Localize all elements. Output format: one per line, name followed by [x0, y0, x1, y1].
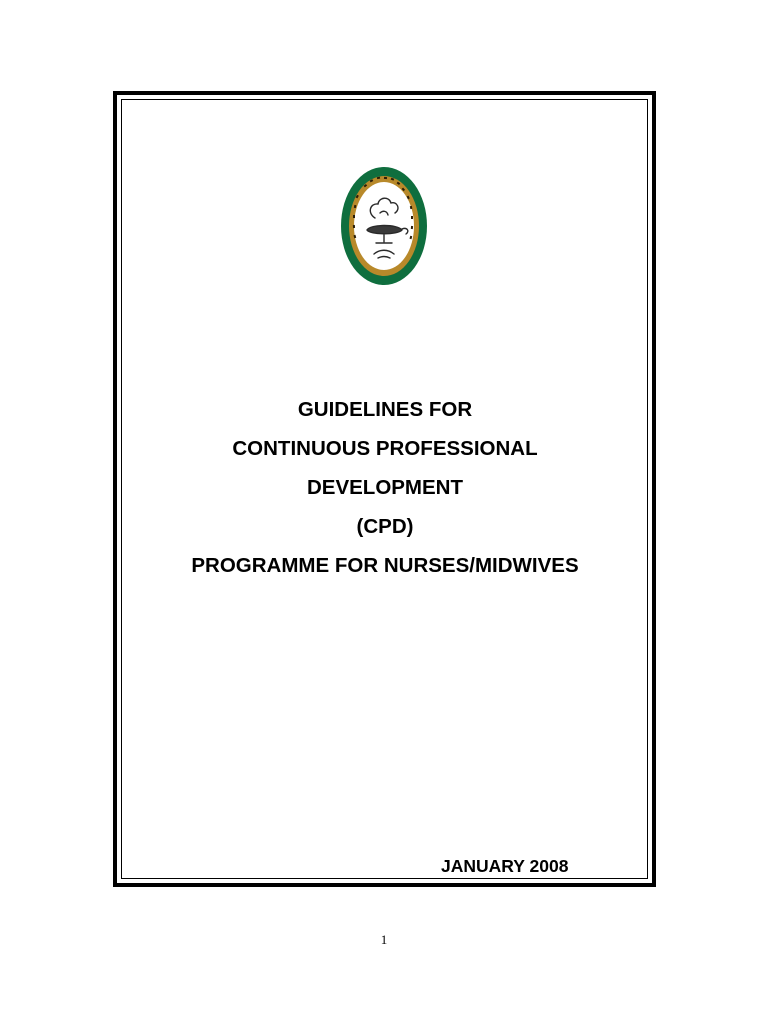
title-line-cpd: (CPD): [356, 515, 414, 538]
page-number: 1: [380, 932, 388, 947]
publication-date: JANUARY 2008: [441, 856, 569, 876]
title-line-continuous-professional: CONTINUOUS PROFESSIONAL: [232, 437, 538, 460]
nursing-council-seal-icon: [340, 166, 428, 286]
document-title: [120, 397, 650, 592]
title-line-development: DEVELOPMENT: [306, 476, 464, 499]
title-line-programme: PROGRAMME FOR NURSES/MIDWIVES: [191, 554, 579, 577]
title-line-guidelines: GUIDELINES FOR: [297, 398, 473, 421]
